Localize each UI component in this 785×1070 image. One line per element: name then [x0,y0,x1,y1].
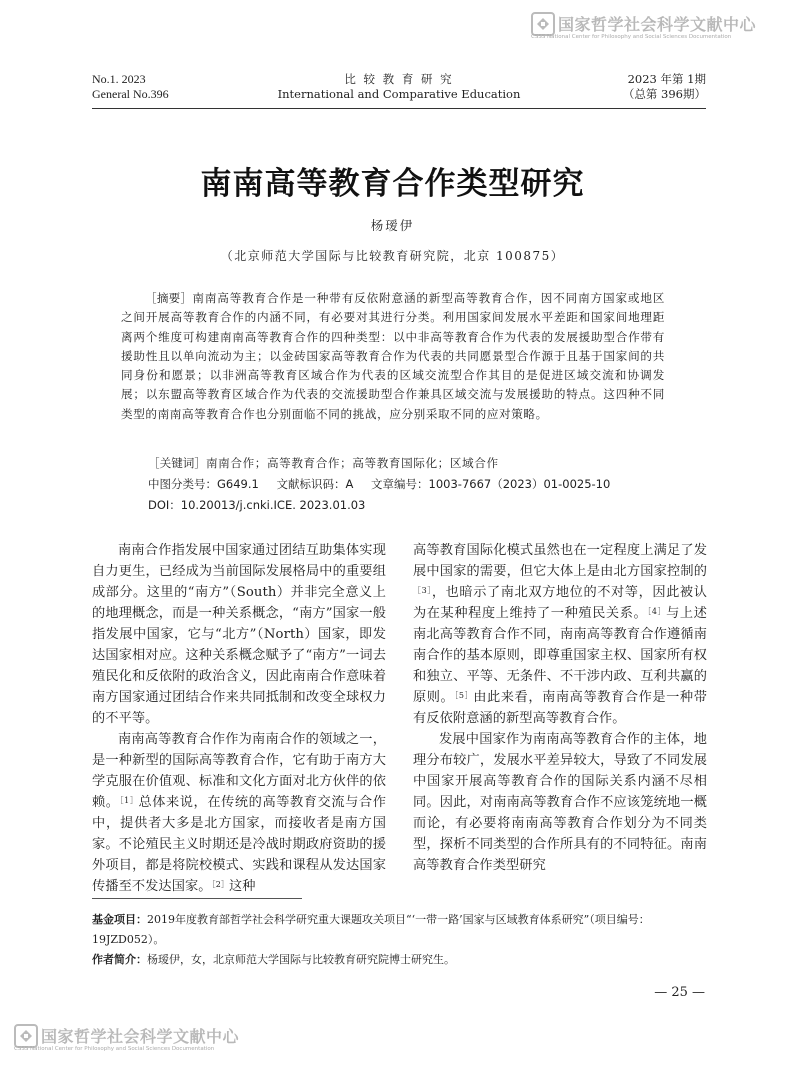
page-number: — 25 — [654,985,705,1000]
abstract-label: ［摘要］ [145,291,193,305]
header-issue-cn: 2023 年第 1期 [627,72,706,86]
doi: DOI：10.20013/j.cnki.ICE. 2023.01.03 [148,498,366,512]
document-code: 文献标识码：A [276,477,354,491]
footnote-divider [92,898,302,899]
watermark-name: 国家哲学社会科学文献中心 [558,15,757,34]
abstract [121,289,665,424]
body-paragraph: 高等教育国际化模式虽然也在一定程度上满足了发展中国家的需要，但它大体上是由北方国家控制的$^{[3]}$，也暗示了南北双方地位的不对等，因此被认为在某种程度上维持了一种殖民关系。$^{[4]}$与上述南北高等教育合作不同，南南高等教育合作遵循南南合作的基本原则，即尊重国家主权、国家所有权和独立、平等、无条件、不干涉内政、互利共赢的原则。$^{[5]}$由此来看，南南高等教育合作是一种带有反依附意涵的新型高等教育合作。 [413,543,708,726]
author-bio-text: 杨瑷伊，女，北京师范大学国际与比较教育研究院博士研究生。 [147,953,455,966]
watermark-top [531,12,771,46]
keywords [148,455,668,471]
body-paragraph: 南南高等教育合作作为南南合作的领域之一，是一种新型的国际高等教育合作，它有助于南方大学克服在价值观、标准和文化方面对北方伙伴的依赖。$^{[1]}$总体来说，在传统的高等教育交流与合作中，提供者大多是北方国家，而接收者是南方国家。不论殖民主义时期还是冷战时期政府资助的援外项目，都是将院校模式、实践和课程从发达国家传播至不发达国家。$^{[2]}$这种 [92,732,386,894]
footnotes [92,910,706,970]
cnpssd-logo-icon [531,12,555,36]
header-divider [92,108,706,109]
watermark-subtitle: CSSS National Center for Philosophy and Social Sciences Documentation [14,1046,215,1052]
funding-label: 基金项目： [92,913,147,926]
keywords-label: ［关键词］ [148,456,206,470]
funding-note [92,910,706,950]
header-total-cn: （总第 396期） [622,87,706,101]
author-note [92,950,706,970]
clc-number: 中图分类号：G649.1 [148,477,259,491]
article-title: 南南高等教育合作类型研究 [200,166,585,202]
classification-meta [148,476,668,492]
article-affiliation: （北京师范大学国际与比较教育研究院，北京 100875） [220,249,565,263]
body-column-right [413,540,707,876]
watermark-name: 国家哲学社会科学文献中心 [41,1027,240,1046]
citation-ref: ［3］ [413,586,432,595]
journal-name-en: International and Comparative Education [277,87,521,101]
header-general-no: General No.396 [92,87,169,101]
body-paragraph: 发展中国家作为南南高等教育合作的主体，地理分布较广，发展水平差异较大，导致了不同发展中国家开展高等教育合作的国际关系内涵不尽相同。因此，对南南高等教育合作不应该笼统地一概而论，有必要将南南高等教育合作划分为不同类型，探析不同类型的合作所具有的不同特征。南南高等教育合作类型研究 [413,732,707,873]
citation-ref: ［2］ [211,880,229,889]
watermark-bottom [14,1024,254,1058]
citation-ref: ［4］ [647,607,667,616]
header-right [623,72,706,102]
citation-ref: ［5］ [454,691,474,700]
journal-name-cn: 比 较 教 育 研 究 [344,72,454,86]
body-column-left [92,540,386,897]
header-center [92,72,706,102]
header-issue: No.1. 2023 [92,72,146,86]
article-author: 杨瑷伊 [370,218,415,233]
watermark-subtitle: CSSS National Center for Philosophy and Social Sciences Documentation [531,34,732,40]
author-bio-label: 作者简介： [92,953,147,966]
citation-ref: ［1］ [119,796,139,805]
funding-text: 2019年度教育部哲学社会科学研究重大课题攻关项目“‘一带一路’国家与区域教育体系研究”（项目编号：19JZD052）。 [92,913,650,946]
cnpssd-logo-icon [14,1024,38,1048]
abstract-text: 南南高等教育合作是一种带有反依附意涵的新型高等教育合作，因不同南方国家或地区之间开展高等教育合作的内涵不同，有必要对其进行分类。利用国家间发展水平差距和国家间地理距离两个维度可构建南南高等教育合作的四种类型：以中非高等教育合作为代表的发展援助型合作带有援助性且以单向流动为主；以金砖国家高等教育合作为代表的共同愿景型合作源于且基于国家间的共同身份和愿景；以非洲高等教育区域合作为代表的区域交流型合作其目的是促进区域交流和协调发展；以东盟高等教育区域合作为代表的交流援助型合作兼具区域交流与发展援助的特点。这四种不同类型的南南高等教育合作也分别面临不同的挑战，应分别采取不同的应对策略。 [121,291,665,421]
body-paragraph: 南南合作指发展中国家通过团结互助集体实现自力更生，已经成为当前国际发展格局中的重要组成部分。这里的“南方”（South）并非完全意义上的地理概念，而是一种关系概念，“南方”国家一般指发展中国家，它与“北方”（North）国家，即发达国家相对应。这种关系概念赋予了“南方”一词去殖民化和反依附的政治含义，因此南南合作意味着南方国家通过团结合作来共同抵制和改变全球权力的不平等。 [92,543,386,726]
running-header [92,72,706,106]
keywords-text: 南南合作；高等教育合作；高等教育国际化；区域合作 [205,456,499,470]
article-number: 文章编号：1003-7667（2023）01-0025-10 [371,477,611,491]
